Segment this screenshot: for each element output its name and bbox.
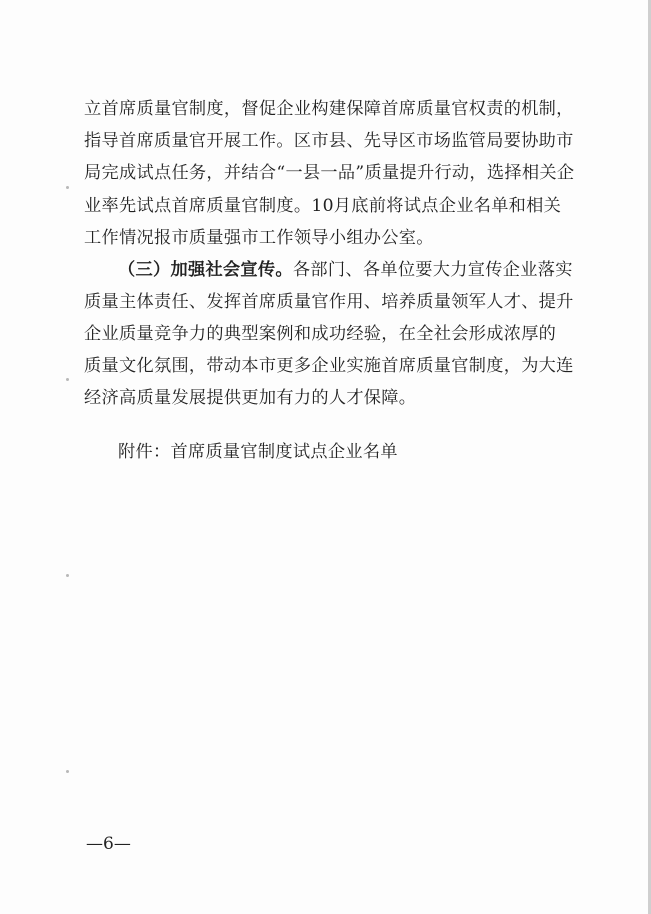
scan-speck (66, 378, 69, 381)
paragraph-2-line-3: 企业质量竞争力的典型案例和成功经验，在全社会形成浓厚的 (84, 324, 557, 344)
scan-speck (66, 574, 69, 577)
scan-speck (66, 770, 69, 773)
paragraph-1-line-2: 指导首席质量官开展工作。区市县、先导区市场监管局要协助市 (84, 131, 574, 151)
page-number: —6— (86, 834, 131, 854)
paragraph-2-line-1-text: 各部门、各单位要大力宣传企业落实 (292, 260, 573, 280)
paragraph-2-line-5: 经济高质量发展提供更加有力的人才保障。 (84, 388, 417, 408)
attachment-note: 附件：首席质量官制度试点企业名单 (118, 442, 398, 462)
paragraph-1-line-5: 工作情况报市质量强市工作领导小组办公室。 (84, 228, 434, 248)
paragraph-1-line-1: 立首席质量官制度，督促企业构建保障首席质量官权责的机制， (84, 99, 574, 119)
paragraph-1-line-3: 局完成试点任务，并结合“一县一品”质量提升行动，选择相关企 (84, 163, 575, 183)
scan-speck (66, 186, 69, 189)
paragraph-2-line-4: 质量文化氛围，带动本市更多企业实施首席质量官制度，为大连 (84, 356, 574, 376)
paragraph-2-line-1 (118, 255, 574, 285)
paragraph-1-line-4: 业率先试点首席质量官制度。10月底前将试点企业名单和相关 (84, 196, 562, 216)
section-heading: （三）加强社会宣传。 (118, 260, 293, 280)
paragraph-2-line-2: 质量主体责任、发挥首席质量官作用、培养质量领军人才、提升 (84, 292, 574, 312)
